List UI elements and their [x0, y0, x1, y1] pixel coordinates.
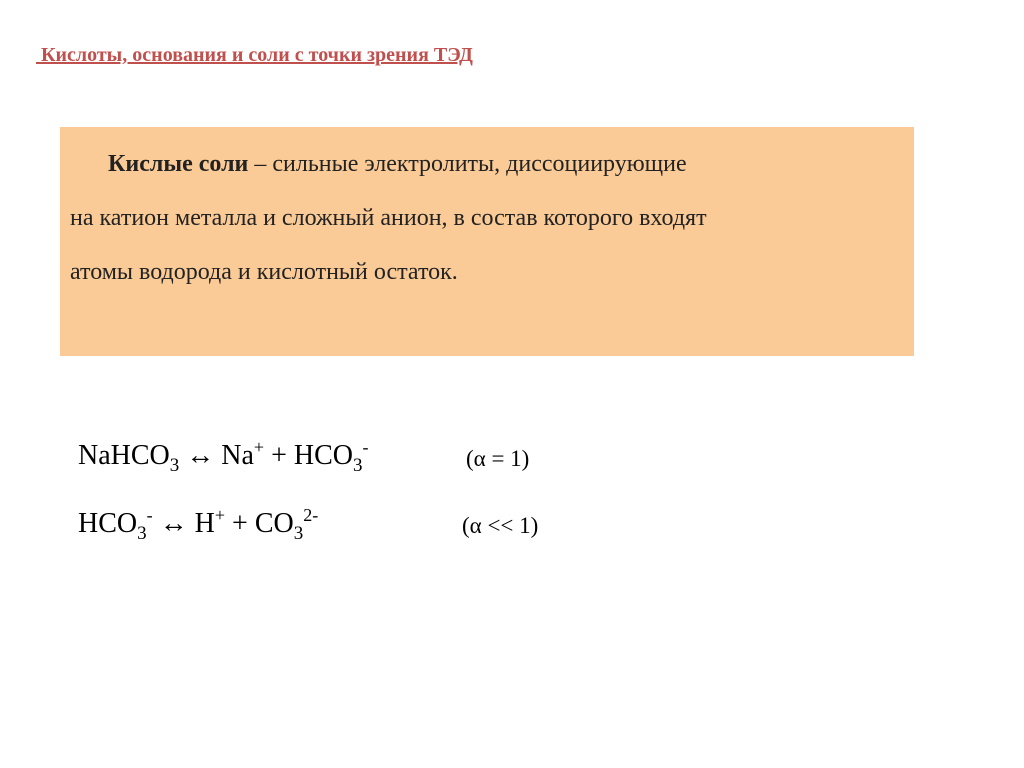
- eq2-product2-charge: 2-: [303, 505, 319, 525]
- eq1-product2-charge: -: [362, 437, 369, 457]
- eq1-dissociation-degree: (α = 1): [466, 446, 530, 471]
- definition-line-3: атомы водорода и кислотный остаток.: [70, 259, 458, 285]
- eq2-product1-charge: +: [214, 505, 226, 525]
- definition-line-1-text: – сильные электролиты, диссоциирующие: [248, 151, 687, 177]
- definition-line-2: на катион металла и сложный анион, в состав которого входят: [70, 205, 707, 231]
- eq2-product1: H: [194, 508, 215, 539]
- eq2-reactant-charge: -: [146, 505, 153, 525]
- slide-title: Кислоты, основания и соли с точки зрения ТЭД: [36, 44, 473, 66]
- eq1-product1-charge: +: [253, 437, 265, 457]
- equation-1: [78, 437, 369, 476]
- eq2-product2: CO: [254, 508, 294, 539]
- eq2-dissociation-degree: (α << 1): [462, 513, 539, 538]
- definition-box: [60, 127, 914, 356]
- eq2-arrow: ↔: [152, 508, 195, 539]
- eq1-plus: +: [264, 440, 294, 471]
- definition-term: Кислые соли: [108, 151, 249, 177]
- eq1-product2-subscript: 3: [353, 455, 363, 476]
- eq1-reactant: NaHCO: [78, 440, 170, 471]
- eq1-product1: Na: [221, 440, 254, 471]
- eq2-reactant: HCO: [78, 508, 138, 539]
- eq1-arrow: ↔: [179, 440, 222, 471]
- equation-2: [78, 505, 319, 544]
- eq2-product2-subscript: 3: [293, 523, 304, 544]
- eq1-product2: HCO: [293, 440, 353, 471]
- eq1-reactant-subscript: 3: [169, 455, 180, 476]
- eq2-reactant-subscript: 3: [137, 523, 147, 544]
- eq2-plus: +: [225, 508, 255, 539]
- definition-line-1: [108, 151, 687, 178]
